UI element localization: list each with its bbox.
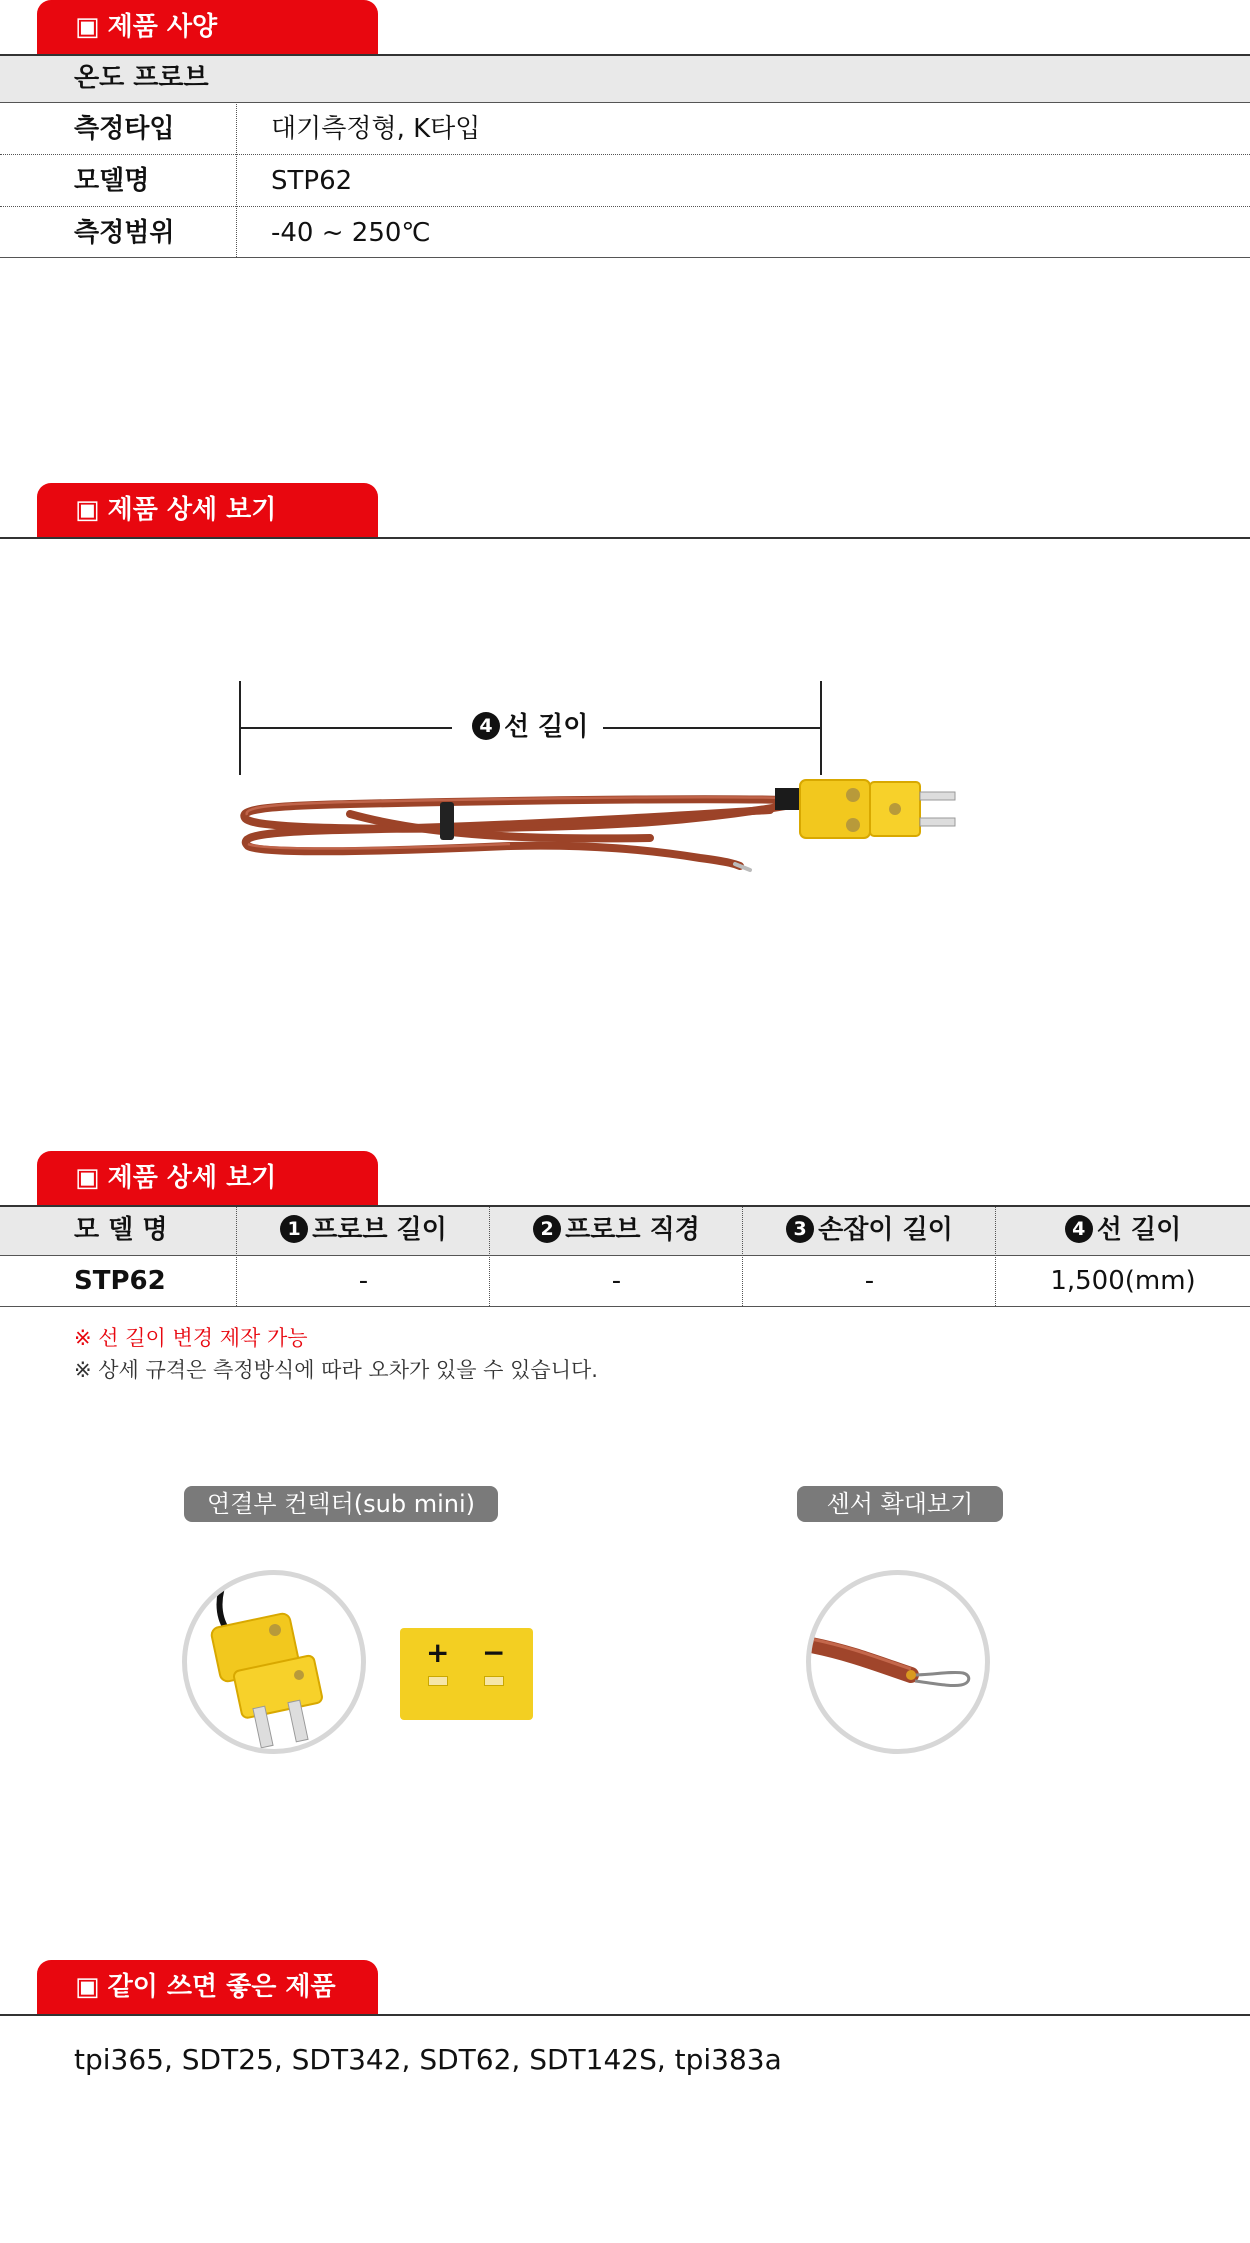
divider <box>0 2014 1250 2016</box>
pin-slot <box>428 1676 448 1686</box>
dimension-line <box>240 727 452 729</box>
square-icon: ▣ <box>75 1972 100 2002</box>
square-icon: ▣ <box>75 1163 100 1193</box>
related-products: tpi365, SDT25, SDT342, SDT62, SDT142S, tpi383a <box>74 2043 782 2076</box>
column-separator <box>995 1207 996 1306</box>
spec-label: 모델명 <box>74 166 150 196</box>
divider <box>0 257 1250 258</box>
divider <box>0 154 1250 155</box>
polarity-diagram <box>400 1628 533 1720</box>
minus-label: − <box>482 1636 506 1669</box>
note: ※ 상세 규격은 측정방식에 따라 오차가 있을 수 있습니다. <box>74 1358 598 1382</box>
column-separator <box>489 1207 490 1306</box>
connector-label: 연결부 컨텍터(sub mini) <box>184 1486 498 1522</box>
square-icon: ▣ <box>75 12 100 42</box>
square-icon: ▣ <box>75 495 100 525</box>
table-header: 2 프로브 직경 <box>490 1205 743 1256</box>
dimension-label: 4 선 길이 <box>472 710 588 744</box>
table-cell: - <box>611 1266 622 1296</box>
section-tab-detail-2: ▣ 제품 상세 보기 <box>37 1151 378 1205</box>
column-separator <box>236 1207 237 1306</box>
section-tab-detail: ▣ 제품 상세 보기 <box>37 483 378 537</box>
column-separator <box>742 1207 743 1306</box>
number-badge: 4 <box>1065 1215 1093 1243</box>
note-red: ※ 선 길이 변경 제작 가능 <box>74 1326 308 1350</box>
spec-header: 온도 프로브 <box>74 63 209 93</box>
table-header: 3 손잡이 길이 <box>743 1205 996 1256</box>
table-cell-model: STP62 <box>74 1266 166 1296</box>
divider <box>0 537 1250 539</box>
number-badge: 2 <box>533 1215 561 1243</box>
column-separator <box>236 104 237 257</box>
spec-label: 측정범위 <box>74 218 175 248</box>
section-tab-spec: ▣ 제품 사양 <box>37 0 378 54</box>
dimension-line <box>603 727 821 729</box>
section-tab-related: ▣ 같이 쓰면 좋은 제품 <box>37 1960 378 2014</box>
number-badge: 1 <box>280 1215 308 1243</box>
table-cell: - <box>358 1266 369 1296</box>
spec-header-bar <box>0 56 1250 102</box>
table-cell: - <box>864 1266 875 1296</box>
pin-slot <box>484 1676 504 1686</box>
spec-label: 측정타입 <box>74 114 175 144</box>
spec-value: -40 ~ 250℃ <box>271 218 431 248</box>
cable-tie <box>440 802 454 840</box>
table-header: 1 프로브 길이 <box>237 1205 490 1256</box>
divider <box>0 1306 1250 1307</box>
divider <box>0 102 1250 103</box>
plus-label: + <box>426 1636 450 1669</box>
divider <box>0 206 1250 207</box>
spec-value: 대기측정형, K타입 <box>271 114 481 144</box>
sensor-closeup-image <box>806 1570 990 1754</box>
connector-closeup-image <box>182 1570 366 1754</box>
probe-cable-image <box>230 740 1010 910</box>
number-badge: 3 <box>786 1215 814 1243</box>
table-header-model: 모 델 명 <box>74 1215 168 1245</box>
table-cell: 1,500(mm) <box>1050 1266 1196 1296</box>
table-header: 4 선 길이 <box>996 1205 1250 1256</box>
spec-value: STP62 <box>271 166 353 196</box>
sensor-label: 센서 확대보기 <box>797 1486 1003 1522</box>
number-badge: 4 <box>472 712 500 740</box>
